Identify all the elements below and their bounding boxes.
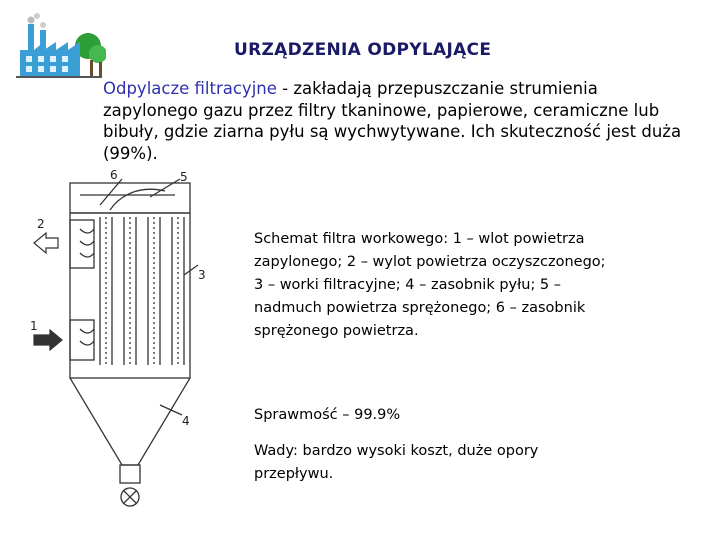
bag-filter-diagram	[20, 165, 220, 535]
label-6: 6	[110, 168, 118, 182]
label-1: 1	[30, 319, 38, 333]
label-3: 3	[198, 268, 206, 282]
intro-text: - zakładają przepuszczanie strumienia zapylonego gazu przez filtry tkaninowe, papierowe, ceramiczne lub bibuły, gdzie ziarna pyłu są wychwytywane. Ich skuteczność jest duża (99%).	[103, 79, 682, 163]
diagram-caption: Schemat filtra workowego: 1 – wlot powietrza zapylonego; 2 – wylot powietrza oczyszczonego; 3 – worki filtracyjne; 4 – zasobnik pyłu; 5 – nadmuch powietrza sprężonego; 6 – zasobnik sprężonego powietrza.	[254, 231, 606, 339]
drawbacks-text: Wady: bardzo wysoki koszt, duże opory przepływu.	[254, 443, 539, 482]
label-4: 4	[182, 414, 190, 428]
intro-paragraph	[103, 78, 693, 164]
label-2: 2	[37, 217, 45, 231]
intro-term: Odpylacze filtracyjne	[103, 79, 277, 98]
factory-icon	[14, 10, 106, 80]
label-5: 5	[180, 170, 188, 184]
page-title: URZĄDZENIA ODPYLAJĄCE	[234, 40, 492, 60]
efficiency-text: Sprawmość – 99.9%	[254, 407, 401, 423]
